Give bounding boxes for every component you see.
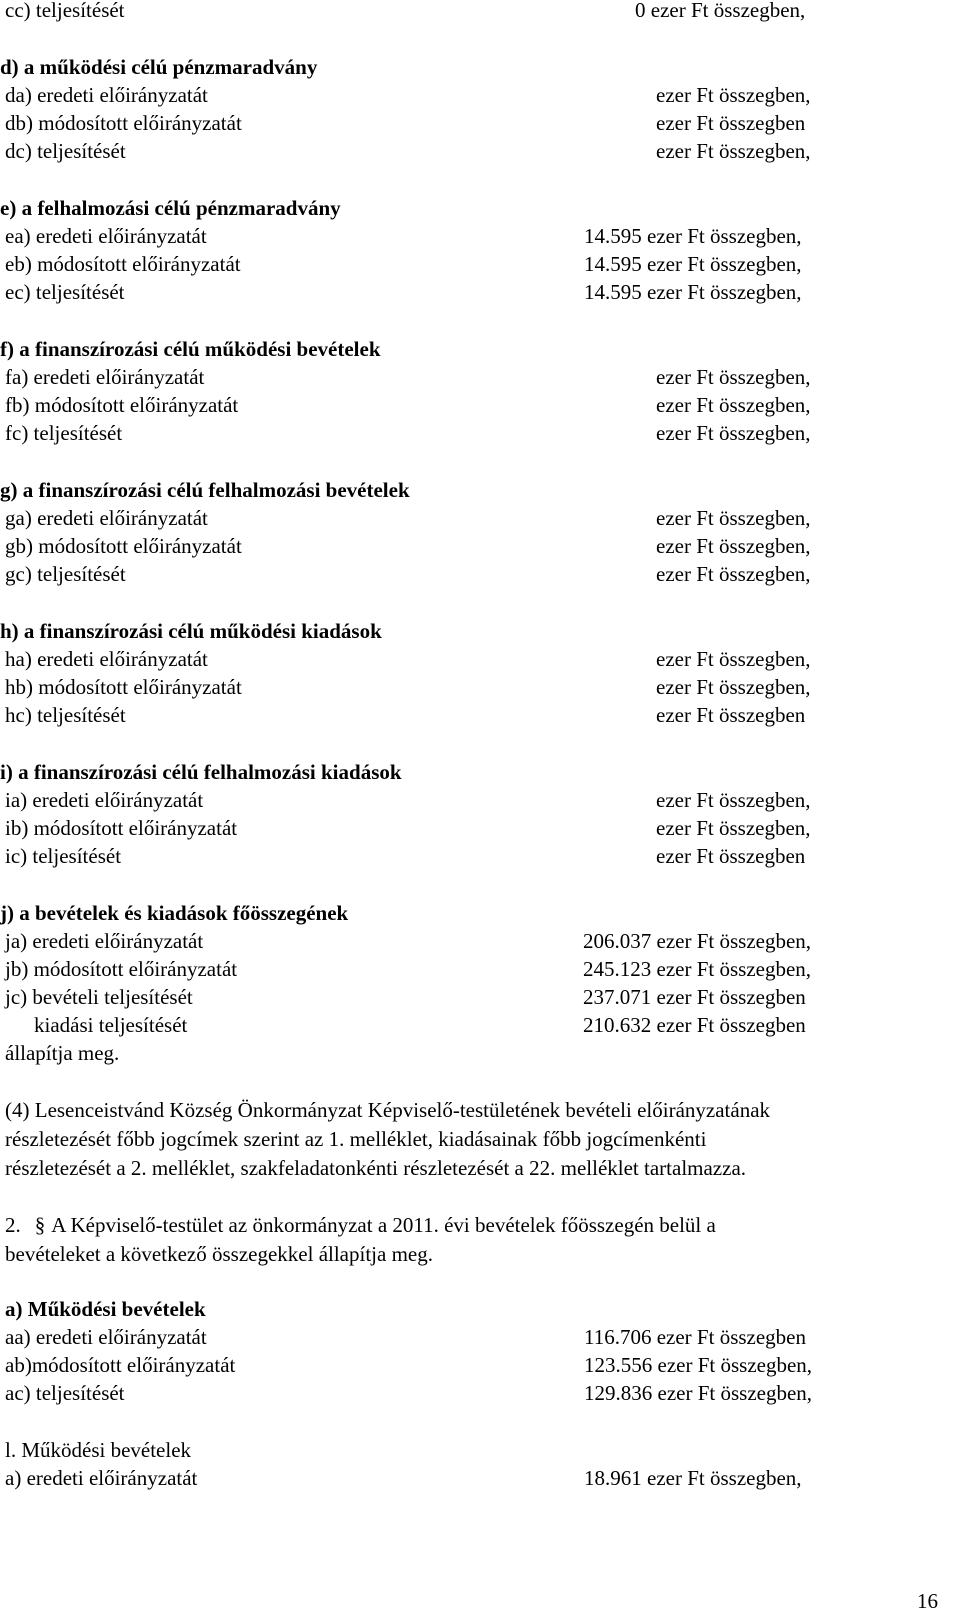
item-ec bbox=[0, 278, 960, 307]
row-label: hb) módosított előirányzatát bbox=[5, 675, 242, 699]
heading-text: l. Működési bevételek bbox=[5, 1438, 192, 1462]
row-label: da) eredeti előirányzatát bbox=[5, 83, 208, 107]
paragraph-2-line-2: bevételeket a következő összegekkel állapítja meg. bbox=[5, 1242, 433, 1266]
item-eb bbox=[0, 250, 960, 279]
row-label: fb) módosított előirányzatát bbox=[5, 393, 239, 417]
row-label: a) eredeti előirányzatát bbox=[5, 1466, 198, 1490]
item-hb bbox=[0, 673, 960, 702]
item-ea bbox=[0, 222, 960, 251]
page-number: 16 bbox=[917, 1589, 938, 1613]
item-ia bbox=[0, 786, 960, 815]
row-label: ec) teljesítését bbox=[5, 280, 125, 304]
row-value: ezer Ft összegben, bbox=[656, 139, 811, 163]
row-label: eb) módosított előirányzatát bbox=[5, 252, 241, 276]
item-gb bbox=[0, 532, 960, 561]
row-label: gb) módosított előirányzatát bbox=[5, 534, 242, 558]
paragraph-2-text: A Képviselő-testület az önkormányzat a 2011. évi bevételek főösszegén belül a bbox=[51, 1213, 716, 1237]
row-value: 210.632 ezer Ft összegben bbox=[583, 1013, 806, 1037]
section-heading-h: h) a finanszírozási célú működési kiadások bbox=[0, 619, 382, 643]
item-ic bbox=[0, 842, 960, 871]
row-label: jc) bevételi teljesítését bbox=[5, 985, 193, 1009]
row-value: 116.706 ezer Ft összegben bbox=[584, 1325, 806, 1349]
item-ha bbox=[0, 645, 960, 674]
row-label: ib) módosított előirányzatát bbox=[5, 816, 238, 840]
row-label: fc) teljesítését bbox=[5, 421, 123, 445]
item-hc bbox=[0, 701, 960, 730]
row-label: jb) módosított előirányzatát bbox=[5, 957, 238, 981]
item-ga bbox=[0, 504, 960, 533]
row-value: 14.595 ezer Ft összegben, bbox=[584, 224, 802, 248]
row-label: gc) teljesítését bbox=[5, 562, 126, 586]
row-label: hc) teljesítését bbox=[5, 703, 126, 727]
row-label: ac) teljesítését bbox=[5, 1381, 125, 1405]
row-label: ha) eredeti előirányzatát bbox=[5, 647, 208, 671]
row-value: 206.037 ezer Ft összegben, bbox=[583, 929, 812, 953]
row-label: ga) eredeti előirányzatát bbox=[5, 506, 208, 530]
row-value: ezer Ft összegben, bbox=[656, 534, 811, 558]
closing-label: állapítja meg. bbox=[5, 1041, 120, 1065]
row-label: ab)módosított előirányzatát bbox=[5, 1353, 236, 1377]
row-value: 123.556 ezer Ft összegben, bbox=[584, 1353, 813, 1377]
row-value: ezer Ft összegben, bbox=[656, 675, 811, 699]
section-heading-g: g) a finanszírozási célú felhalmozási bevételek bbox=[0, 478, 410, 502]
section-heading-i: i) a finanszírozási célú felhalmozási kiadások bbox=[0, 760, 402, 784]
item-ab bbox=[0, 1351, 960, 1380]
paragraph-2 bbox=[5, 1211, 935, 1269]
item-aa bbox=[0, 1323, 960, 1352]
row-label: ia) eredeti előirányzatát bbox=[5, 788, 204, 812]
row-value: ezer Ft összegben, bbox=[656, 393, 811, 417]
row-value: ezer Ft összegben bbox=[656, 703, 806, 727]
row-label: fa) eredeti előirányzatát bbox=[5, 365, 205, 389]
row-value: ezer Ft összegben, bbox=[656, 506, 811, 530]
row-value: 14.595 ezer Ft összegben, bbox=[584, 280, 802, 304]
paragraph-number: 2. bbox=[5, 1213, 21, 1237]
row-label: ea) eredeti előirányzatát bbox=[5, 224, 207, 248]
section-sign: § bbox=[34, 1213, 46, 1237]
row-label: ic) teljesítését bbox=[5, 844, 122, 868]
item-gc bbox=[0, 560, 960, 589]
row-value: ezer Ft összegben bbox=[656, 844, 806, 868]
section-heading-f: f) a finanszírozási célú működési bevételek bbox=[0, 337, 381, 361]
item-cc bbox=[0, 0, 960, 25]
row-label: aa) eredeti előirányzatát bbox=[5, 1325, 207, 1349]
item-fa bbox=[0, 363, 960, 392]
item-dc bbox=[0, 137, 960, 166]
row-value: ezer Ft összegben, bbox=[656, 83, 811, 107]
item-db bbox=[0, 109, 960, 138]
row-label: db) módosított előirányzatát bbox=[5, 111, 242, 135]
item-l-a bbox=[0, 1464, 960, 1493]
item-da bbox=[0, 81, 960, 110]
item-ac bbox=[0, 1379, 960, 1408]
row-value: 129.836 ezer Ft összegben, bbox=[584, 1381, 813, 1405]
paragraph-4 bbox=[5, 1096, 935, 1183]
item-ib bbox=[0, 814, 960, 843]
paragraph-4-line-2: részletezését főbb jogcímek szerint az 1. melléklet, kiadásainak főbb jogcímenkénti bbox=[5, 1127, 707, 1151]
row-label: ja) eredeti előirányzatát bbox=[5, 929, 204, 953]
item-jb bbox=[0, 955, 960, 984]
row-value: ezer Ft összegben, bbox=[656, 562, 811, 586]
row-value: ezer Ft összegben, bbox=[656, 421, 811, 445]
section-heading-d: d) a működési célú pénzmaradvány bbox=[0, 55, 318, 79]
row-value: 245.123 ezer Ft összegben, bbox=[583, 957, 812, 981]
row-value: ezer Ft összegben, bbox=[656, 788, 811, 812]
row-value: ezer Ft összegben bbox=[656, 111, 806, 135]
section-heading-j: j) a bevételek és kiadások főösszegének bbox=[0, 901, 349, 925]
paragraph-2-line-1 bbox=[5, 1211, 935, 1240]
heading-text: a) Működési bevételek bbox=[5, 1297, 206, 1321]
section-heading-e: e) a felhalmozási célú pénzmaradvány bbox=[0, 196, 341, 220]
item-ja bbox=[0, 927, 960, 956]
section-heading-a bbox=[0, 1295, 960, 1324]
paragraph-4-line-1: (4) Lesenceistvánd Község Önkormányzat Képviselő-testületének bevételi előirányzatának bbox=[5, 1098, 771, 1122]
paragraph-4-line-3: részletezését a 2. melléklet, szakfeladatonkénti részletezését a 22. melléklet tartalmazza. bbox=[5, 1156, 747, 1180]
row-label: kiadási teljesítését bbox=[34, 1013, 188, 1037]
item-jc bbox=[0, 983, 960, 1012]
row-value: ezer Ft összegben, bbox=[656, 647, 811, 671]
row-label: dc) teljesítését bbox=[5, 139, 126, 163]
closing-text bbox=[0, 1039, 960, 1068]
row-value: ezer Ft összegben, bbox=[656, 816, 811, 840]
row-value: ezer Ft összegben, bbox=[656, 365, 811, 389]
section-heading-l bbox=[0, 1436, 960, 1465]
row-value: 237.071 ezer Ft összegben bbox=[583, 985, 806, 1009]
item-jc-kiadasi bbox=[0, 1011, 960, 1040]
row-value: 0 ezer Ft összegben, bbox=[635, 0, 806, 22]
row-value: 14.595 ezer Ft összegben, bbox=[584, 252, 802, 276]
item-fb bbox=[0, 391, 960, 420]
item-fc bbox=[0, 419, 960, 448]
row-label: cc) teljesítését bbox=[5, 0, 125, 22]
row-value: 18.961 ezer Ft összegben, bbox=[584, 1466, 802, 1490]
